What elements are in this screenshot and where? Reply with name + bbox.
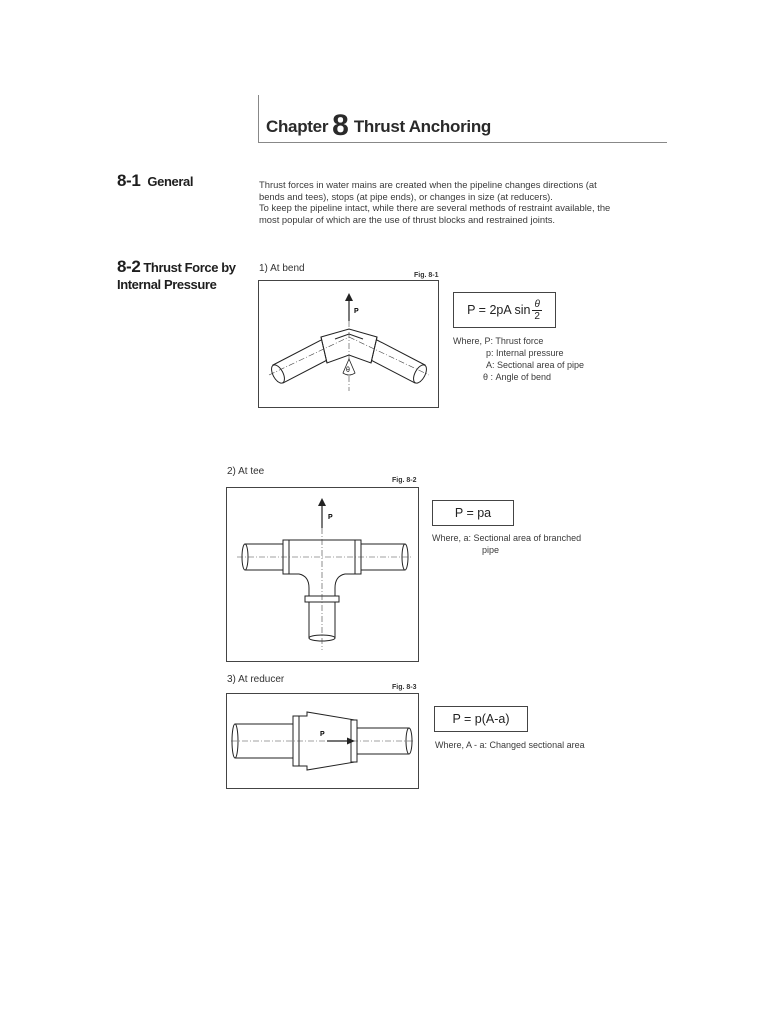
chapter-rule-horizontal xyxy=(258,142,667,143)
reducer-legend xyxy=(435,739,585,751)
tee-label: 2) At tee xyxy=(227,466,265,477)
section-title-line2: Internal Pressure xyxy=(117,277,217,292)
angle-symbol: θ xyxy=(346,367,350,374)
chapter-heading xyxy=(266,106,491,140)
section-title: Thrust Force by xyxy=(143,260,236,275)
tee-figure xyxy=(226,487,419,662)
bend-label: 1) At bend xyxy=(259,263,305,274)
formula-lhs: P = 2pA sin xyxy=(467,303,531,317)
bend-legend xyxy=(453,335,584,383)
tee-legend xyxy=(432,532,581,556)
chapter-word: Chapter xyxy=(266,117,329,136)
reducer-pipe-drawing xyxy=(227,694,418,788)
legend-line: pipe xyxy=(482,545,500,555)
section-heading-thrust-force xyxy=(117,258,236,293)
paragraph-line: bends and tees), stops (at pipe ends), or changes in size (at reducers). xyxy=(259,190,553,202)
section-title: General xyxy=(147,174,194,189)
section-number: 8-2 xyxy=(117,257,141,276)
section-heading-general xyxy=(117,172,193,190)
paragraph-line: most popular of which are the use of thrust blocks and restrained joints. xyxy=(259,213,555,225)
fig-8-1-label: Fig. 8-1 xyxy=(414,272,439,279)
thrust-arrow-label: P xyxy=(328,514,333,521)
general-paragraph xyxy=(259,179,639,225)
legend-line: θ : Angle of bend xyxy=(483,372,552,382)
legend-line: A: Sectional area of pipe xyxy=(486,360,585,370)
bend-pipe-drawing xyxy=(259,281,438,407)
paragraph-line: Thrust forces in water mains are created when the pipeline changes directions (at xyxy=(259,179,597,190)
tee-pipe-drawing xyxy=(227,488,418,661)
reducer-figure xyxy=(226,693,419,789)
legend-line: Where, A - a: Changed sectional area xyxy=(435,740,585,750)
thrust-arrow-label: P xyxy=(320,731,325,738)
section-number: 8-1 xyxy=(117,171,141,190)
legend-line: p: Internal pressure xyxy=(486,348,564,358)
reducer-formula: P = p(A-a) xyxy=(434,706,528,732)
paragraph-line: To keep the pipeline intact, while there are several methods of restraint available, the xyxy=(259,202,611,213)
fig-8-3-label: Fig. 8-3 xyxy=(392,684,417,691)
formula-fraction xyxy=(532,299,541,322)
legend-line: Where, P: Thrust force xyxy=(453,336,544,346)
fraction-numerator: θ xyxy=(534,298,540,310)
tee-formula: P = pa xyxy=(432,500,514,526)
legend-line: Where, a: Sectional area of branched xyxy=(432,533,582,543)
thrust-arrow-label: P xyxy=(354,308,359,315)
reducer-label: 3) At reducer xyxy=(227,674,285,685)
bend-figure xyxy=(258,280,439,408)
bend-formula xyxy=(453,292,556,328)
chapter-number: 8 xyxy=(332,109,349,142)
fig-8-2-label: Fig. 8-2 xyxy=(392,477,417,484)
chapter-title: Thrust Anchoring xyxy=(353,117,491,136)
fraction-denominator: 2 xyxy=(534,310,540,322)
chapter-rule-vertical xyxy=(258,95,259,143)
